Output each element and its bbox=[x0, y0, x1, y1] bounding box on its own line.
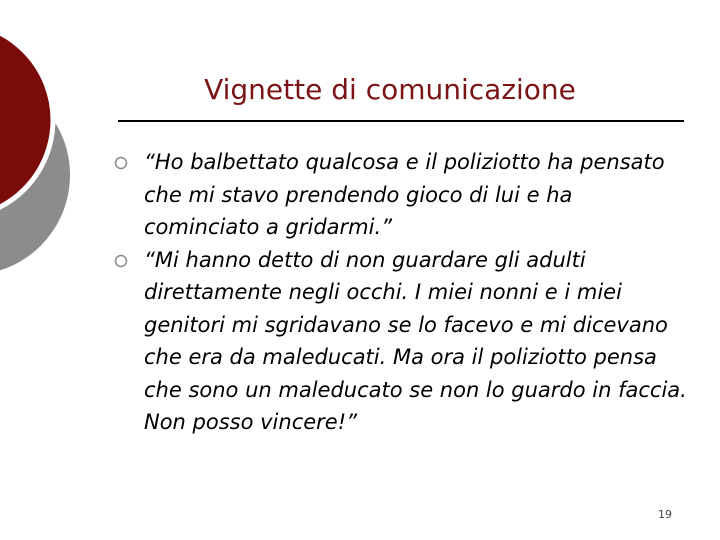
hollow-circle-bullet-icon bbox=[114, 156, 128, 170]
hollow-circle-bullet-icon bbox=[114, 254, 128, 268]
page-number: 19 bbox=[658, 508, 672, 521]
bullet-list bbox=[112, 146, 692, 439]
bullet-text: “Mi hanno detto di non guardare gli adulti direttamente negli occhi. I miei nonni e i miei genitori mi sgridavano se lo facevo e mi dicevano che era da maleducati. Ma ora il poliziotto pensa che sono un maleducato se non lo guardo in faccia. Non posso vincere!” bbox=[144, 247, 687, 434]
bullet-text: “Ho balbettato qualcosa e il poliziotto ha pensato che mi stavo prendendo gioco di lui e ha cominciato a gridarmi.” bbox=[144, 150, 665, 239]
decorative-circles bbox=[0, 0, 120, 300]
title-underline bbox=[118, 120, 684, 122]
bullet-item bbox=[112, 244, 692, 439]
bullet-item bbox=[112, 146, 692, 244]
slide-title: Vignette di comunicazione bbox=[204, 73, 576, 106]
